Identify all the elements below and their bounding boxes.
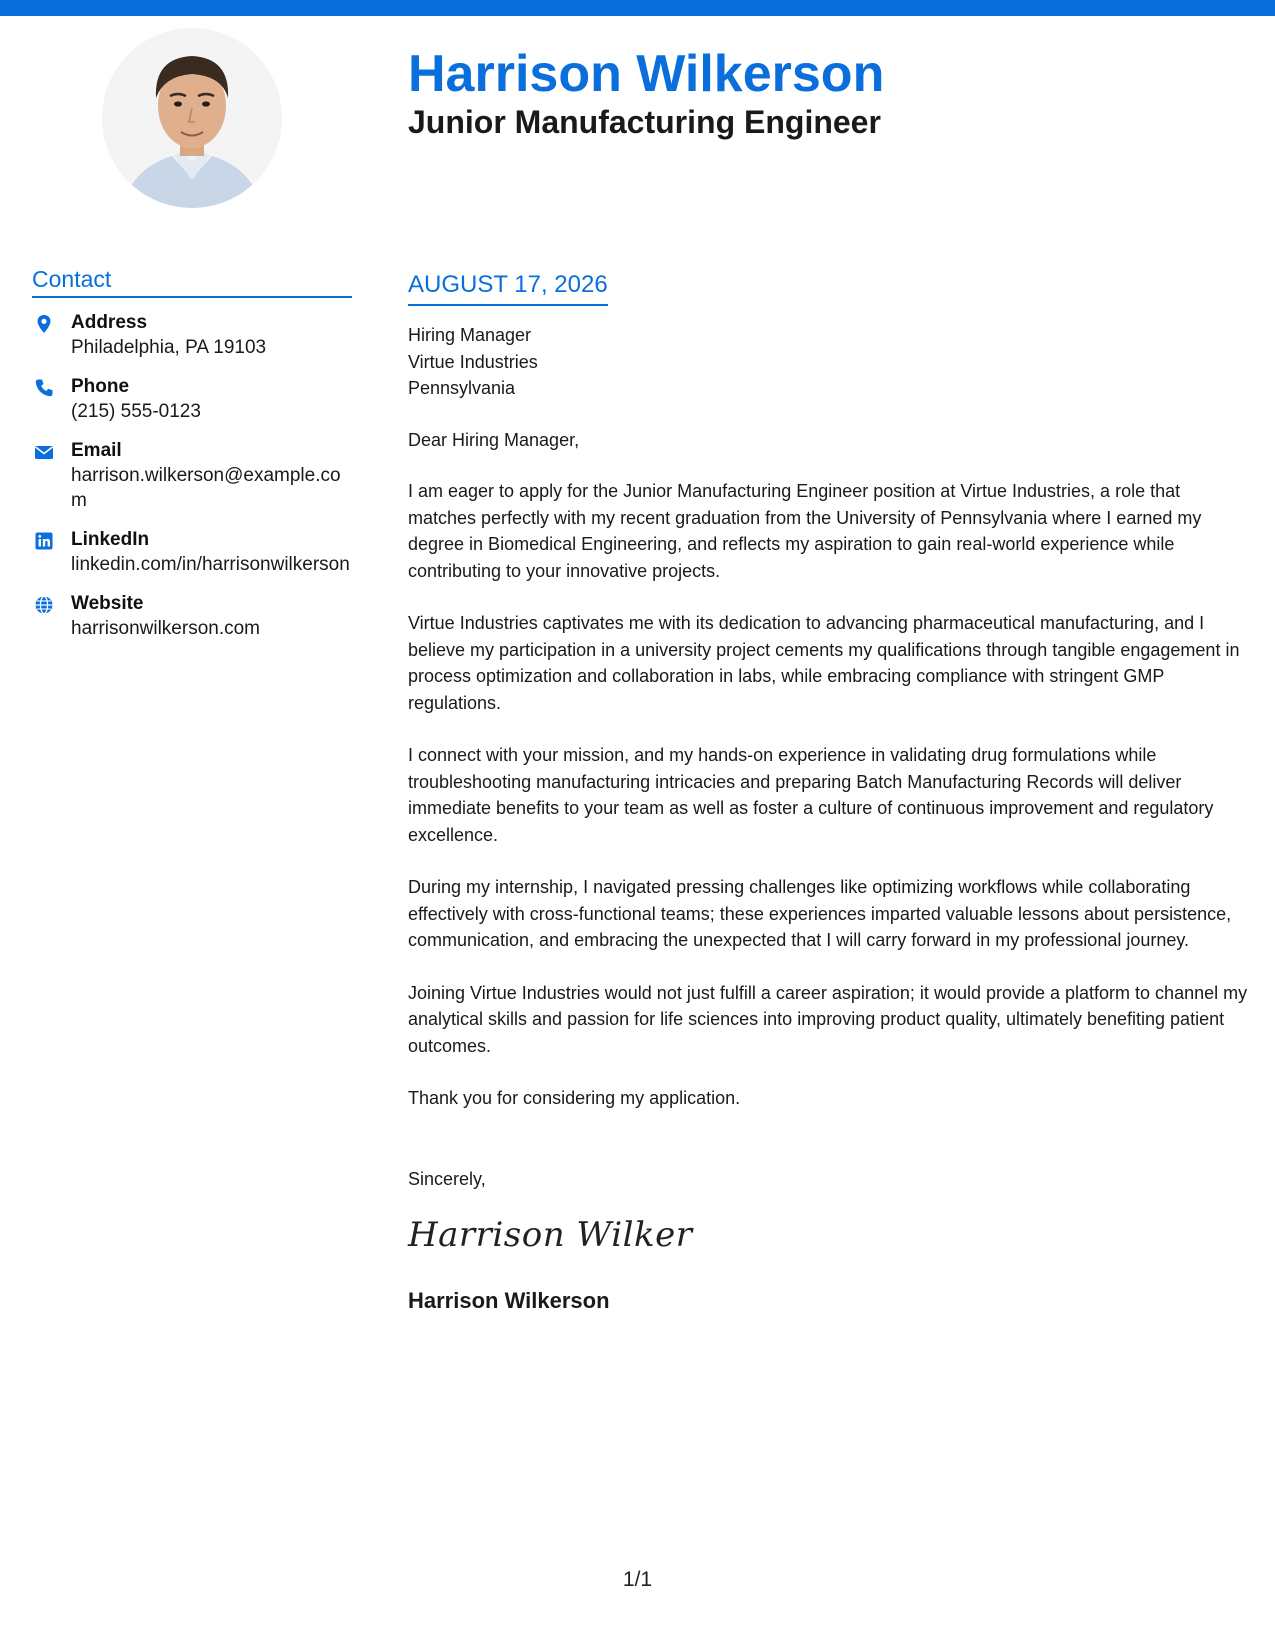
recipient-block [408,322,1253,402]
email-label: Email [71,440,122,461]
recipient-line: Pennsylvania [408,378,516,398]
letter-paragraph: Thank you for considering my application. [408,1088,741,1108]
linkedin-icon [34,531,54,551]
location-pin-icon [34,314,54,334]
job-title: Junior Manufacturing Engineer [408,104,881,140]
linkedin-value[interactable]: linkedin.com/in/harrisonwilkerson [71,554,350,575]
email-value[interactable]: harrison.wilkerson@example.com [71,465,341,511]
recipient-line: Hiring Manager [408,325,532,345]
contact-heading: Contact [32,262,352,298]
letter-paragraph: I connect with your mission, and my hands-on experience in validating drug formulations while troubleshooting manufacturing intricacies and preparing Batch Manufacturing Records will deliver immediate benefits to your team as well as foster a culture of continuous improvement and regulatory excellence. [408,745,1214,845]
closing: Sincerely, [408,1168,486,1189]
address-label: Address [71,312,148,333]
phone-icon [34,378,54,398]
letter-paragraph: Virtue Industries captivates me with its dedication to advancing pharmaceutical manufacturing, and I believe my participation in a university project cements my qualifications through tangible engagement in process optimization and collaboration in labs, while embracing compliance with stringent GMP regulations. [408,613,1240,713]
handwritten-signature: Harrison Wilker [408,1215,693,1255]
contact-item-linkedin [32,527,352,577]
page-number: 1/1 [622,1568,653,1591]
signer-name: Harrison Wilkerson [408,1288,610,1313]
contact-sidebar [32,262,352,655]
letter-date: AUGUST 17, 2026 [408,268,608,306]
contact-item-email [32,438,352,513]
address-value: Philadelphia, PA 19103 [71,337,267,358]
profile-photo [102,28,282,208]
website-label: Website [71,593,144,614]
email-icon [34,442,54,462]
phone-value: (215) 555-0123 [71,401,201,422]
contact-item-website [32,591,352,641]
letter-paragraph: Joining Virtue Industries would not just fulfill a career aspiration; it would provide a platform to channel my analytical skills and passion for life sciences into improving product quality, ultimately benefiting patient outcomes. [408,982,1248,1056]
salutation: Dear Hiring Manager, [408,429,580,450]
letter-body [408,268,1253,1316]
top-accent-bar [0,0,1275,16]
contact-item-phone [32,374,352,424]
contact-item-address [32,310,352,360]
applicant-name: Harrison Wilkerson [408,45,885,103]
letter-paragraph: During my internship, I navigated pressing challenges like optimizing workflows while collaborating effectively with cross-functional teams; these experiences imparted valuable lessons about persistence, communication, and embracing the unexpected that I will carry forward in my professional journey. [408,877,1232,950]
website-value[interactable]: harrisonwilkerson.com [71,618,261,639]
globe-icon [34,595,54,615]
linkedin-label: LinkedIn [71,529,150,550]
recipient-line: Virtue Industries [408,351,538,372]
phone-label: Phone [71,376,130,397]
letter-paragraph: I am eager to apply for the Junior Manufacturing Engineer position at Virtue Industries, a role that matches perfectly with my recent graduation from the University of Pennsylvania where I earned my degree in Biomedical Engineering, and reflects my aspiration to gain real-world experience while contributing to your innovative projects. [408,481,1202,581]
